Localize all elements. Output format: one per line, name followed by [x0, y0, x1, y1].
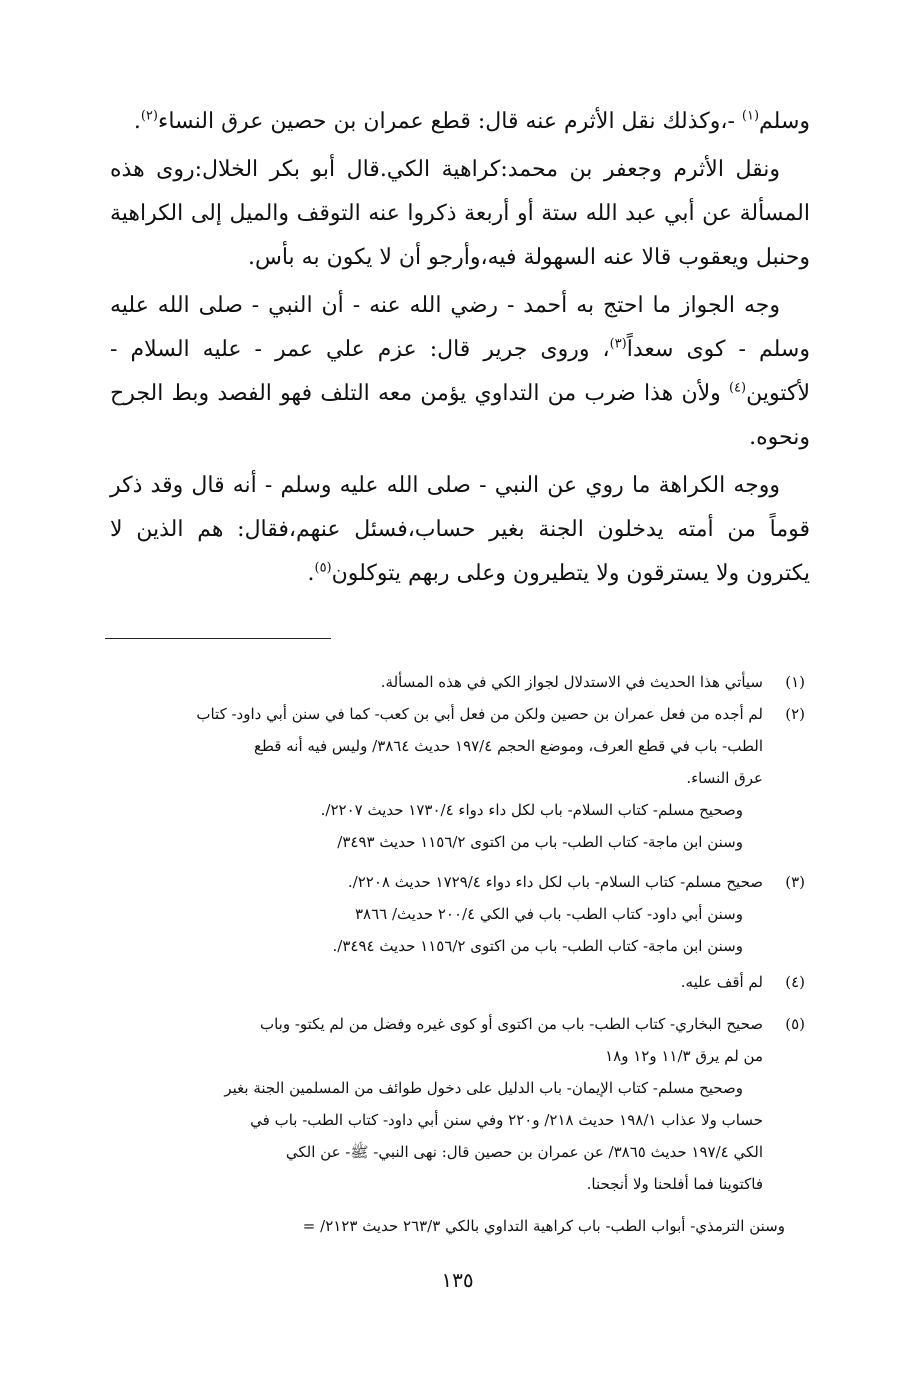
footnote-line: عرق النساء. [686, 769, 763, 787]
text-run: وسلم [759, 109, 810, 134]
footnote-ref: (١) [741, 108, 760, 124]
text-run: ، وروى جرير قال: عزم علي عمر - عليه السلام - لأكتوين [110, 337, 810, 406]
footnote-separator [105, 638, 331, 639]
footnote-line: وسنن ابن ماجة- كتاب الطب- باب من اكتوى ١١٥٦/٢ حديث ٣٤٩٤/. [332, 937, 743, 955]
footnote-line: وصحيح مسلم- كتاب السلام- باب لكل داء دواء ١٧٣٠/٤ حديث ٢٢٠٧/. [320, 801, 743, 819]
text-run: . [307, 561, 315, 586]
footnote-5-continuation [105, 1210, 835, 1242]
footnote-3 [105, 866, 805, 962]
paragraph-2: ونقل الأثرم وجعفر بن محمد:كراهية الكي.قال أبو بكر الخلال:روى هذه المسألة عن أبي عبد الله ستة أو أربعة ذكروا عنه التوقف والميل إلى الكراهية وحنبل ويعقوب قالا عنه السهولة فيه،وأرجو أن لا يكون به بأس. [110, 157, 810, 270]
footnote-number: (٣) [785, 873, 805, 891]
footnote-line: وسنن ابن ماجة- كتاب الطب- باب من اكتوى ١١٥٦/٢ حديث ٣٤٩٣/ [337, 833, 743, 851]
footnote-number: (١) [785, 673, 805, 691]
text-run: -،وكذلك نقل الأثرم عنه قال: قطع عمران بن حصين عرق النساء [157, 109, 742, 134]
text-run: ولأن هذا ضرب من التداوي يؤمن معه التلف فهو الفصد وبط الجرح ونحوه. [110, 381, 810, 450]
paragraph-4 [110, 464, 810, 596]
text-run: وجه الجواز ما احتج به أحمد - رضي الله عنه - أن النبي - صلى الله عليه وسلم - كوى سعداً [110, 293, 810, 362]
footnote-ref: (٣) [609, 336, 627, 352]
footnote-number: (٤) [785, 973, 805, 991]
footnote-line: سيأتي هذا الحديث في الاستدلال لجواز الكي في هذه المسألة. [380, 673, 763, 691]
footnote-ref: (٥) [314, 560, 332, 576]
footnote-line: الكي ١٩٧/٤ حديث ٣٨٦٥/ عن عمران بن حصين قال: نهى النبي- ﷺ- عن الكي [285, 1143, 763, 1161]
footnote-line: حساب ولا عذاب ١٩٨/١ حديث ٢١٨/ و٢٢٠ وفي سنن أبي داود- كتاب الطب- باب في [250, 1111, 763, 1129]
footnote-line: صحيح البخاري- كتاب الطب- باب من اكتوى أو كوى غيره وفضل من لم يكتو- وباب [259, 1015, 763, 1033]
footnote-number: (٥) [785, 1015, 805, 1033]
footnote-line: لم أقف عليه. [680, 973, 763, 991]
footnote-ref: (٤) [728, 380, 747, 396]
text-run: . [133, 109, 141, 134]
footnote-line: لم أجده من فعل عمران بن حصين ولكن من فعل أبي بن كعب- كما في سنن أبي داود- كتاب [196, 705, 763, 723]
text-run: ووجه الكراهة ما روي عن النبي - صلى الله عليه وسلم - أنه قال وقد ذكر قوماً من أمته يدخلون الجنة بغير حساب،فسئل عنهم،فقال: هم الذين لا يكترون ولا يسترقون ولا يتطيرون وعلى ربهم يتوكلون [110, 473, 810, 586]
footnote-line: صحيح مسلم- كتاب السلام- باب لكل داء دواء ١٧٢٩/٤ حديث ٢٢٠٨/. [347, 873, 763, 891]
footnote-2 [105, 698, 805, 858]
footnote-ref: (٢) [140, 108, 158, 124]
footnote-number: (٢) [785, 705, 805, 723]
footnote-1 [105, 666, 805, 698]
footnote-line: وصحيح مسلم- كتاب الإيمان- باب الدليل على دخول طوائف من المسلمين الجنة بغير [224, 1079, 743, 1097]
footnote-5 [105, 1008, 805, 1200]
footnote-line: وسنن الترمذي- أبواب الطب- باب كراهية التداوي بالكي ٢٦٣/٣ حديث ٢١٢٣/ = [302, 1217, 785, 1235]
page-number: ١٣٥ [441, 1268, 474, 1292]
footnote-line: فاكتوينا فما أفلحنا ولا أنجحنا. [586, 1175, 763, 1193]
footnote-line: الطب- باب في قطع العرف، وموضع الحجم ١٩٧/٤ حديث ٣٨٦٤/ وليس فيه أنه قطع [254, 737, 763, 755]
paragraph-1 [110, 100, 810, 144]
footnote-line: من لم يرق ١١/٣ و١٢ و١٨ [605, 1047, 763, 1065]
footnote-4 [105, 966, 805, 998]
footnote-line: وسنن أبي داود- كتاب الطب- باب في الكي ٢٠٠/٤ حديث/ ٣٨٦٦ [354, 905, 743, 923]
paragraph-3 [110, 284, 810, 460]
main-text [110, 100, 810, 600]
